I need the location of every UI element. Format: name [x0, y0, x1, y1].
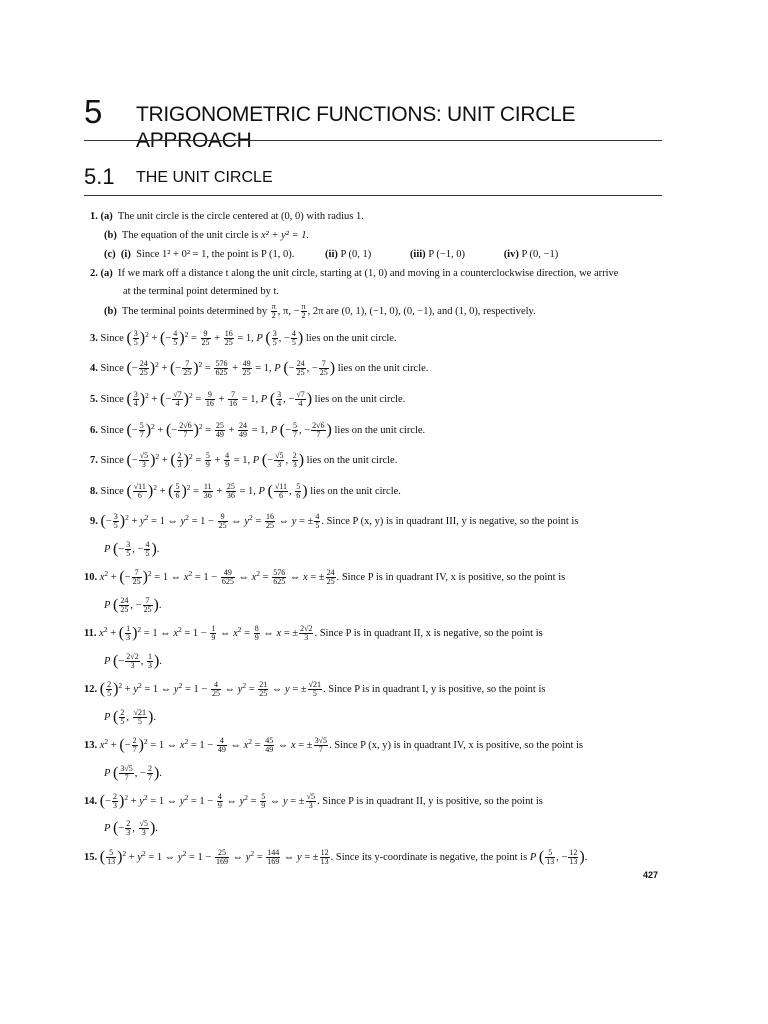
exercise-2b: (b) The terminal points determined by $\frac{\pi}{2}$ , π, − $\frac{\pi}{2}$ , 2π are (0, 1), (−1, 0), (0, −1), and (1, 0), respectively. — [104, 302, 536, 320]
section-rule — [84, 195, 662, 196]
exercise-12: 12. ( $\frac{2}{5}$ )$^2 + y^2 = 1$ ⇔ $y^2 = 1$ − $\frac{4}{25}$ ⇔ $y^2$ = $\frac{21}{25}$ ⇔ y = ± $\frac{√21}{5}$ . Since P is in quadrant I, y is positive, so the point is — [84, 680, 546, 698]
exercise-8: 8. Since ( $\frac{√11}{6}$ )$^2$ + ( $\frac{5}{6}$ )$^2$ = $\frac{11}{36}$ + $\frac{25}{36}$ = 1, P ( $\frac{√11}{6}$ , $\frac{5}{6}$ ) lies on the unit circle. — [90, 482, 401, 500]
chapter-rule — [84, 140, 662, 141]
exercise-15: 15. ( $\frac{5}{13}$ )$^2 + y^2 = 1$ ⇔ $y^2 = 1$ − $\frac{25}{169}$ ⇔ $y^2$ = $\frac{144}{169}$ ⇔ y = ± $\frac{12}{13}$ . Since its y-coordinate is negative, the point is P ( $\frac{5}{13}$ , − $\frac{12}{13}$ ). — [84, 848, 588, 866]
chapter-number: 5 — [84, 93, 103, 130]
exercise-6: 6. Since (− $\frac{5}{7}$ )$^2$ + (− $\frac{2√6}{7}$ )$^2$ = $\frac{25}{49}$ + $\frac{24}{49}$ = 1, P (− $\frac{5}{7}$ , − $\frac{2√6}{7}$ ) lies on the unit circle. — [90, 421, 426, 439]
exercise-9-answer: P (− $\frac{3}{5}$ , − $\frac{4}{5}$ ). — [104, 540, 160, 558]
exercise-1b: (b) The equation of the unit circle is x² + y² = 1. — [104, 230, 310, 241]
section-number: 5.1 — [84, 164, 115, 189]
exercise-10: 10. $x^2$ + (− $\frac{7}{25}$ )$^2$ = 1 ⇔ $x^2 = 1$ − $\frac{49}{625}$ ⇔ $x^2$ = $\frac{576}{625}$ ⇔ x = ± $\frac{24}{25}$ . Since P is in quadrant IV, x is positive, so the point is — [84, 568, 566, 586]
exercise-11: 11. $x^2$ + ( $\frac{1}{3}$ )$^2$ = 1 ⇔ $x^2 = 1$ − $\frac{1}{9}$ ⇔ $x^2$ = $\frac{8}{9}$ ⇔ x = ± $\frac{2√2}{3}$ . Since P is in quadrant II, x is negative, so the point is — [84, 624, 543, 642]
exercise-5: 5. Since ( $\frac{3}{4}$ )$^2$ + (− $\frac{√7}{4}$ )$^2$ = $\frac{9}{16}$ + $\frac{7}{16}$ = 1, P ( $\frac{3}{4}$ , − $\frac{√7}{4}$ ) lies on the unit circle. — [90, 390, 406, 408]
page-number: 427 — [643, 870, 659, 880]
exercise-10-answer: P ( $\frac{24}{25}$ , − $\frac{7}{25}$ ). — [104, 596, 162, 614]
exercise-1c: (c) (i) Since 1² + 0² = 1, the point is P (1, 0). (ii) P (0, 1) (iii) P (−1, 0) (iv) P (0, −1) — [104, 249, 559, 260]
exercise-14-answer: P (− $\frac{2}{3}$ , $\frac{√5}{3}$ ). — [104, 819, 158, 837]
exercise-2a: 2. (a) If we mark off a distance t along the unit circle, starting at (1, 0) and moving in a counterclockwise direction, we arrive — [90, 268, 619, 279]
exercise-13-answer: P ( $\frac{3√5}{7}$ , − $\frac{2}{7}$ ). — [104, 764, 162, 782]
chapter-title: TRIGONOMETRIC FUNCTIONS: UNIT CIRCLE APPROACH — [136, 103, 576, 152]
exercise-4: 4. Since (− $\frac{24}{25}$ )$^2$ + (− $\frac{7}{25}$ )$^2$ = $\frac{576}{625}$ + $\frac{49}{25}$ = 1, P (− $\frac{24}{25}$ , − $\frac{7}{25}$ ) lies on the unit circle. — [90, 359, 429, 377]
exercise-2a-cont: at the terminal point determined by t. — [123, 286, 279, 297]
exercise-13: 13. $x^2$ + (− $\frac{2}{7}$ )$^2$ = 1 ⇔ $x^2 = 1$ − $\frac{4}{49}$ ⇔ $x^2$ = $\frac{45}{49}$ ⇔ x = ± $\frac{3√5}{7}$ . Since P (x, y) is in quadrant IV, x is positive, so the point is — [84, 736, 583, 754]
chapter-heading — [84, 92, 662, 152]
exercise-11-answer: P (− $\frac{2√2}{3}$ , $\frac{1}{3}$ ). — [104, 652, 162, 670]
section-title: THE UNIT CIRCLE — [136, 169, 273, 186]
exercise-9: 9. (− $\frac{3}{5}$ )$^2 + y^2 = 1$ ⇔ $y^2 = 1$ − $\frac{9}{25}$ ⇔ $y^2$ = $\frac{16}{25}$ ⇔ y = ± $\frac{4}{5}$ . Since P (x, y) is in quadrant III, y is negative, so the point is — [90, 512, 579, 530]
exercise-7: 7. Since (− $\frac{√5}{3}$ )$^2$ + ( $\frac{2}{3}$ )$^2$ = $\frac{5}{9}$ + $\frac{4}{9}$ = 1, P (− $\frac{√5}{3}$ , $\frac{2}{3}$ ) lies on the unit circle. — [90, 451, 398, 469]
exercise-1a: 1. (a) The unit circle is the circle centered at (0, 0) with radius 1. — [90, 211, 364, 222]
exercise-12-answer: P ( $\frac{2}{5}$ , $\frac{√21}{5}$ ). — [104, 708, 156, 726]
exercise-14: 14. (− $\frac{2}{3}$ )$^2 + y^2 = 1$ ⇔ $y^2 = 1$ − $\frac{4}{9}$ ⇔ $y^2$ = $\frac{5}{9}$ ⇔ y = ± $\frac{√5}{3}$ . Since P is in quadrant II, y is positive, so the point is — [84, 792, 543, 810]
exercise-3: 3. Since ( $\frac{3}{5}$ )$^2$ + (− $\frac{4}{5}$ )$^2$ = $\frac{9}{25}$ + $\frac{16}{25}$ = 1, P ( $\frac{3}{5}$ , − $\frac{4}{5}$ ) lies on the unit circle. — [90, 329, 397, 347]
